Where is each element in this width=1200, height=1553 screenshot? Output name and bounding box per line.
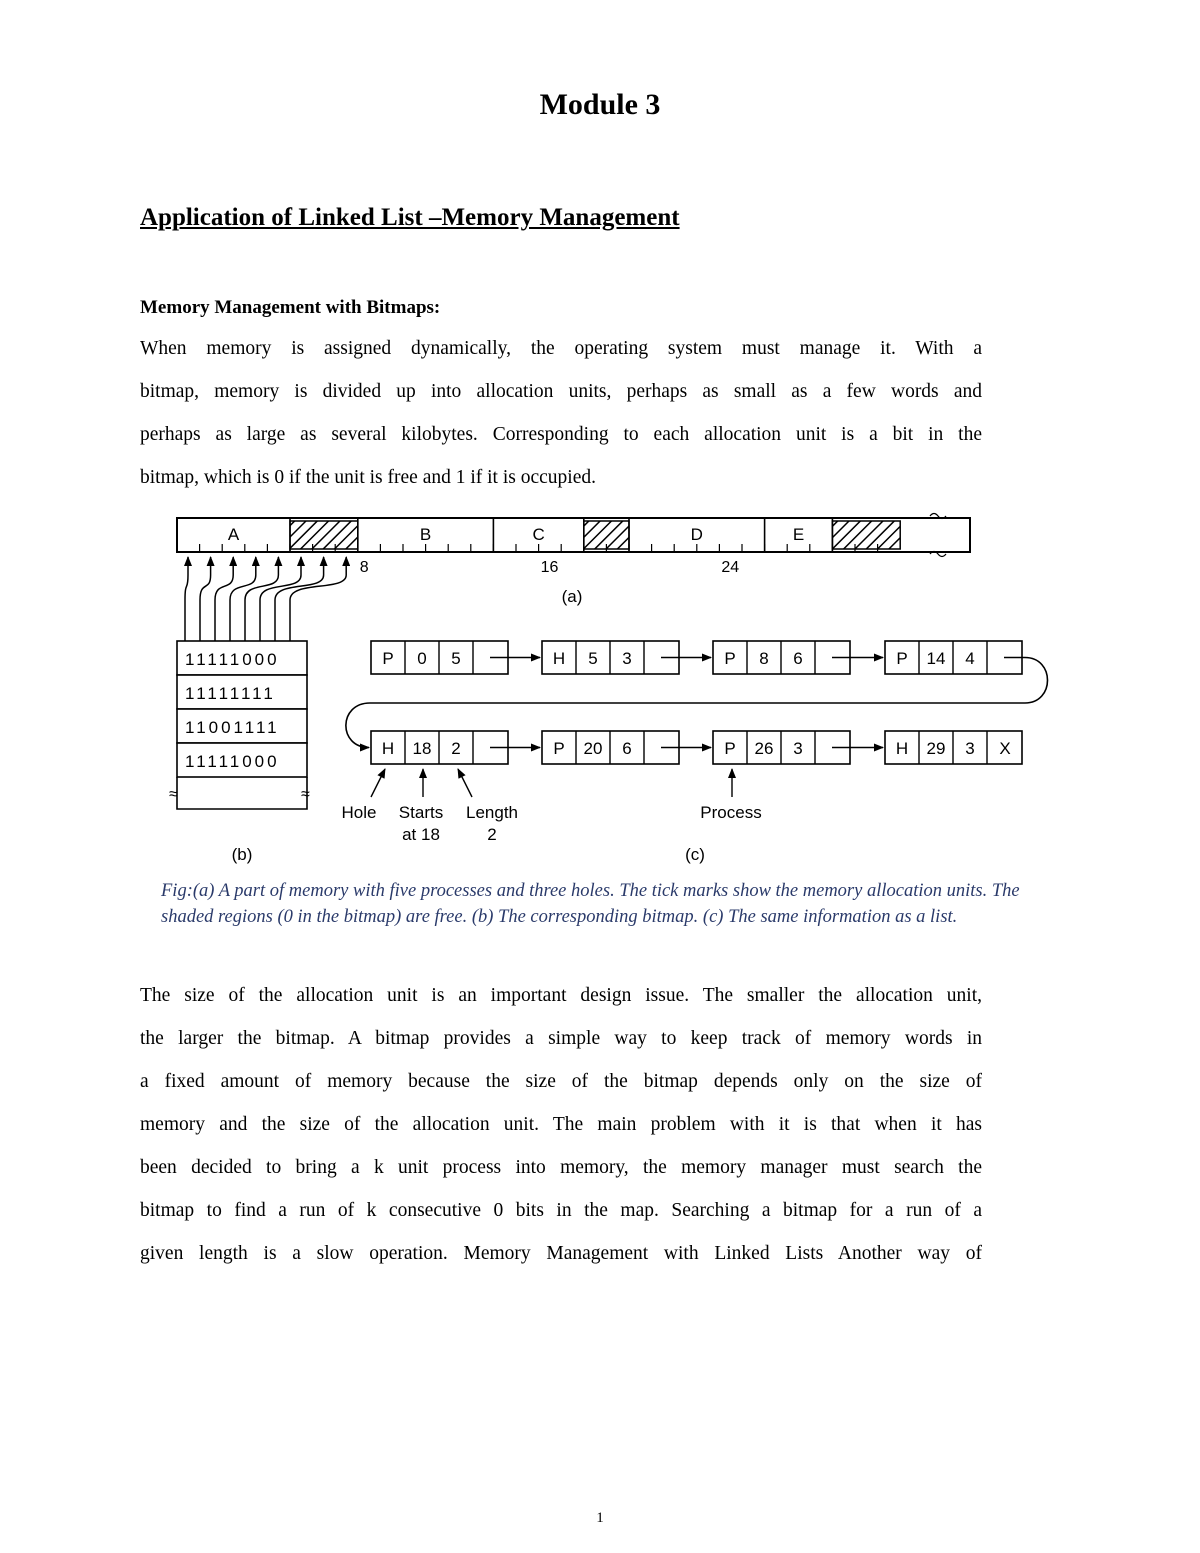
node-type: P	[553, 739, 565, 758]
node-start: 18	[412, 739, 432, 758]
list-end-marker: X	[999, 739, 1011, 758]
starts-annotation: at 18	[402, 825, 440, 844]
subfigure-label-a: (a)	[561, 587, 583, 606]
bitmap-arrow	[185, 557, 188, 641]
node-length: 6	[793, 649, 803, 668]
bitmap-arrow	[245, 557, 278, 641]
free-hole-region	[290, 521, 358, 549]
node-start: 5	[588, 649, 598, 668]
paragraph-line: When memory is assigned dynamically, the operating system must manage it. With a	[140, 338, 982, 359]
paragraph-line: memory and the size of the allocation unit. The main problem with it is that when it has	[140, 1114, 982, 1135]
paragraph-line: a fixed amount of memory because the size of the bitmap depends only on the size of	[140, 1071, 982, 1092]
bitmap-row: 11111000	[185, 650, 280, 669]
bitmap-arrow	[290, 557, 346, 641]
linked-list	[346, 641, 1048, 764]
hole-annotation-arrow	[371, 769, 385, 797]
node-start: 20	[583, 739, 603, 758]
length-annotation: Length	[466, 803, 518, 822]
process-label: A	[227, 525, 240, 544]
section-heading: Application of Linked List –Memory Management	[140, 204, 680, 231]
bitmap-row: 11111111	[185, 684, 276, 703]
node-start: 8	[759, 649, 769, 668]
node-length: 4	[965, 649, 975, 668]
page-title: Module 3	[539, 88, 661, 121]
starts-annotation: Starts	[398, 803, 444, 822]
paragraph-line: perhaps as large as several kilobytes. Corresponding to each allocation unit is a bit in the	[140, 424, 982, 445]
node-start: 26	[754, 739, 774, 758]
node-length: 3	[622, 649, 632, 668]
node-length: 3	[793, 739, 803, 758]
break-mark: ≈	[301, 786, 310, 803]
node-start: 0	[417, 649, 427, 668]
paragraph-line: bitmap to find a run of k consecutive 0 bits in the map. Searching a bitmap for a run of a	[140, 1200, 982, 1221]
length-annotation-arrow	[458, 769, 472, 797]
bitmap-table	[169, 557, 346, 809]
subsection-heading: Memory Management with Bitmaps:	[140, 297, 441, 318]
node-type: P	[896, 649, 908, 668]
memory-strip	[177, 514, 970, 577]
paragraph-line: bitmap, memory is divided up into allocation units, perhaps as small as a few words and	[140, 381, 982, 402]
process-label: D	[690, 525, 703, 544]
node-type: P	[724, 739, 736, 758]
tick-label: 16	[540, 559, 559, 576]
node-length: 5	[451, 649, 461, 668]
node-length: 3	[965, 739, 975, 758]
hole-annotation: Hole	[341, 803, 377, 822]
subfigure-label-b: (b)	[231, 845, 253, 864]
paragraph-line: the larger the bitmap. A bitmap provides a simple way to keep track of memory words in	[140, 1028, 982, 1049]
paragraph-line: The size of the allocation unit is an important design issue. The smaller the allocation unit,	[140, 985, 982, 1006]
bitmap-arrow	[200, 557, 211, 641]
node-start: 14	[926, 649, 946, 668]
node-type: P	[382, 649, 394, 668]
figure-caption: Fig:(a) A part of memory with five processes and three holes. The tick marks show the memory allocation units. The shaded regions (0 in the bitmap) are free. (b) The corresponding bitmap. (c) The same information as a list.	[161, 881, 1020, 927]
free-hole-region	[832, 521, 900, 549]
node-start: 29	[926, 739, 946, 758]
bitmap-arrow	[275, 557, 324, 641]
process-label: B	[419, 525, 432, 544]
tick-label: 8	[359, 559, 369, 576]
paragraph-line: bitmap, which is 0 if the unit is free and 1 if it is occupied.	[140, 467, 596, 488]
process-annotation: Process	[700, 803, 762, 822]
paragraph-line: given length is a slow operation. Memory Management with Linked Lists Another way of	[140, 1243, 982, 1264]
bitmap-row: 11001111	[185, 718, 280, 737]
length-annotation: 2	[487, 825, 497, 844]
bitmap-row: 11111000	[185, 752, 280, 771]
process-label: E	[792, 525, 805, 544]
tick-label: 24	[721, 559, 740, 576]
paragraph-line: been decided to bring a k unit process into memory, the memory manager must search the	[140, 1157, 982, 1178]
bitmap-arrow	[260, 557, 301, 641]
node-length: 6	[622, 739, 632, 758]
node-type: P	[724, 649, 736, 668]
figure-labels	[232, 587, 762, 864]
node-type: H	[381, 739, 395, 758]
node-type: H	[552, 649, 566, 668]
node-length: 2	[451, 739, 461, 758]
break-mark: ≈	[169, 786, 178, 803]
node-type: H	[895, 739, 909, 758]
bitmap-continuation	[177, 777, 307, 809]
process-label: C	[532, 525, 545, 544]
subfigure-label-c: (c)	[685, 845, 705, 864]
page-number: 1	[596, 1510, 604, 1526]
